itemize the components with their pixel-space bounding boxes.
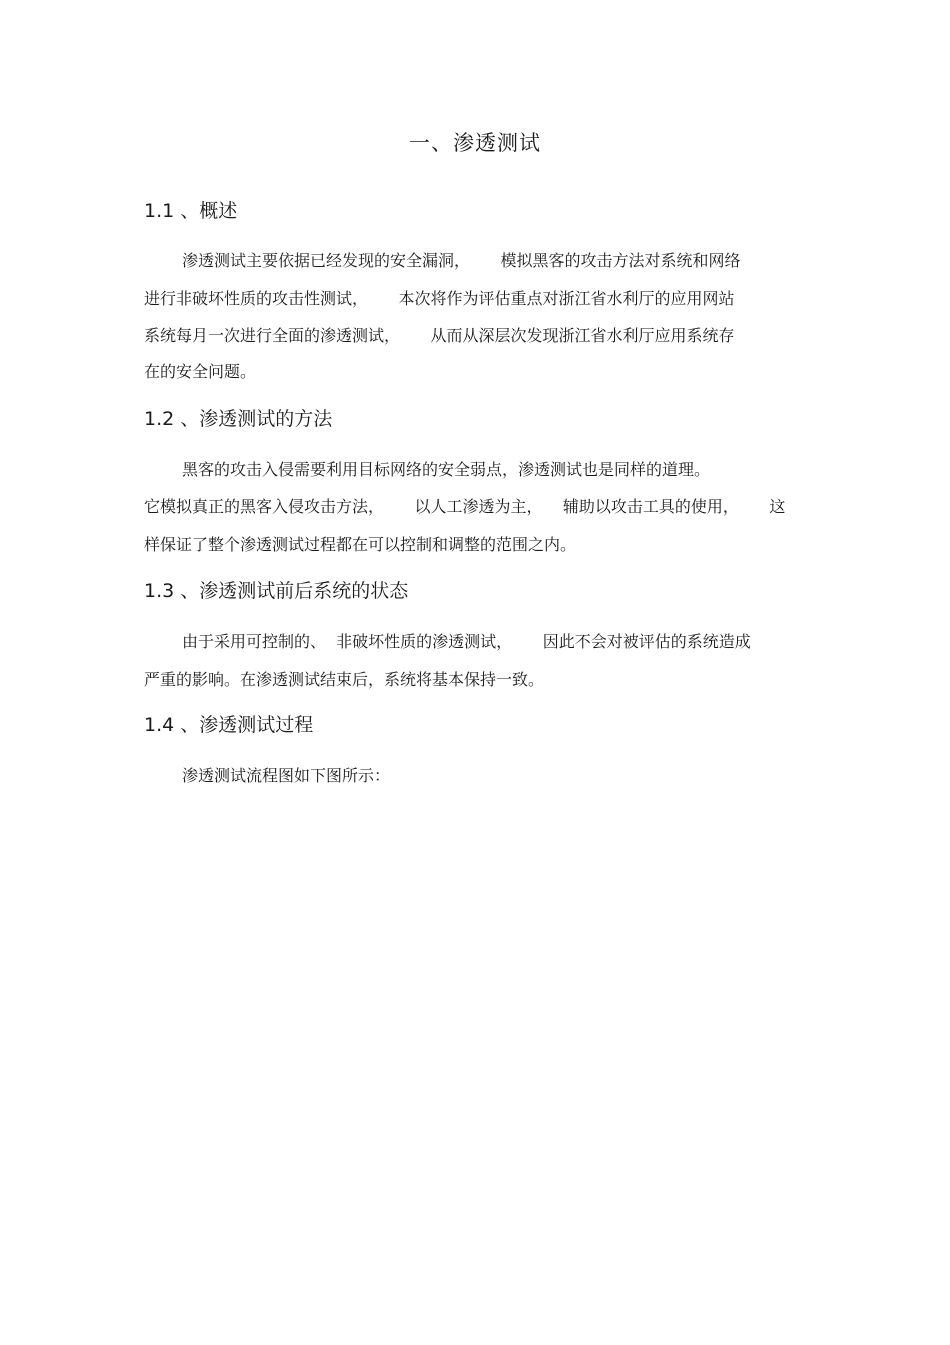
paragraph-line: 系统每月一次进行全面的渗透测试， 从而从深层次发现浙江省水利厅应用系统存	[144, 326, 735, 345]
page-title: 一、渗透测试	[409, 131, 541, 155]
section-heading-1-4: 1.4 、渗透测试过程	[144, 714, 314, 736]
paragraph-line: 在的安全问题。	[144, 362, 257, 381]
paragraph-line: 由于采用可控制的、 非破坏性质的渗透测试， 因此不会对被评估的系统造成	[182, 632, 751, 651]
paragraph-line: 渗透测试流程图如下图所示：	[182, 766, 391, 785]
paragraph-line: 样保证了整个渗透测试过程都在可以控制和调整的范围之内。	[144, 535, 577, 554]
paragraph-line: 严重的影响。在渗透测试结束后，系统将基本保持一致。	[144, 670, 545, 689]
paragraph-line: 它模拟真正的黑客入侵攻击方法， 以人工渗透为主， 辅助以攻击工具的使用， 这	[144, 497, 786, 516]
section-heading-1-1: 1.1 、概述	[144, 200, 238, 222]
section-heading-1-2: 1.2 、渗透测试的方法	[144, 408, 333, 430]
paragraph-line: 进行非破坏性质的攻击性测试， 本次将作为评估重点对浙江省水利厅的应用网站	[144, 289, 735, 308]
paragraph-line: 黑客的攻击入侵需要利用目标网络的安全弱点，渗透测试也是同样的道理。	[182, 460, 711, 479]
paragraph-line: 渗透测试主要依据已经发现的安全漏洞， 模拟黑客的攻击方法对系统和网络	[182, 251, 741, 270]
section-heading-1-3: 1.3 、渗透测试前后系统的状态	[144, 580, 409, 602]
